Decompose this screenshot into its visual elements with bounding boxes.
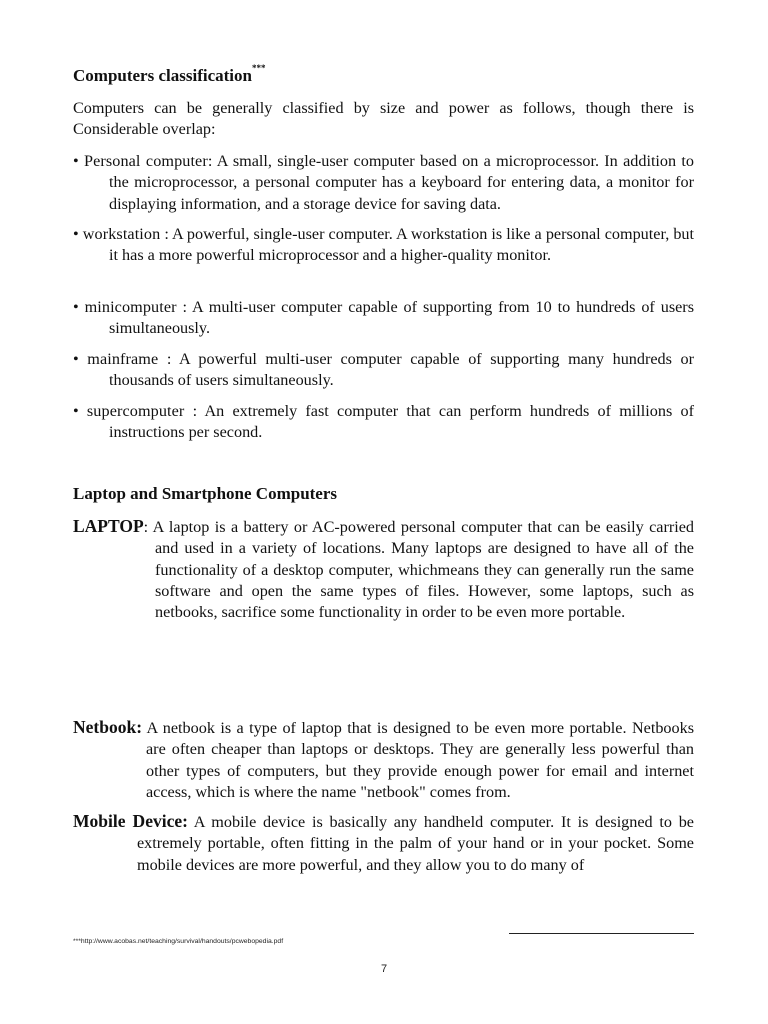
section-title-text: Computers classification [73,66,252,85]
bullet-text: : An extremely fast computer that can perform hundreds of millions of instructions per second. [109,402,694,442]
section-title [73,63,266,86]
footnote-marker: *** [251,63,266,73]
footnote-link[interactable]: ***http://www.acobas.net/teaching/survival/handouts/pcwebopedia.pdf [73,938,284,945]
bullet-symbol: • [73,152,79,170]
bullet-text: : A powerful multi-user computer capable of supporting many hundreds or thousands of users simultaneously. [109,350,695,390]
bullet-term: mainframe [87,350,159,368]
intro-paragraph: Computers can be generally classified by size and power as follows, though there is Considerable overlap: [73,99,694,139]
bullet-text: : A small, single-user computer based on a microprocessor. In addition to the microprocessor, a personal computer has a keyboard for entering data, a monitor for displaying information, and a storage device for saving data. [109,152,695,213]
bullet-text: : A multi-user computer capable of supporting from 10 to hundreds of users simultaneously. [109,298,694,338]
definition-text: A netbook is a type of laptop that is designed to be even more portable. Netbooks are often cheaper than laptops or desktops. They are generally less powerful than other types of computers, but they provide enough power for email and internet access, which is where the name "netbook" comes from. [142,719,694,801]
section-heading: Laptop and Smartphone Computers [73,484,338,503]
bullet-symbol: • [73,350,79,368]
netbook-definition [73,717,694,803]
footnote-divider [509,933,694,934]
bullet-minicomputer [73,297,694,340]
mobile-device-definition [73,811,694,876]
page-number: 7 [380,963,388,975]
bullet-symbol: • [73,402,79,420]
bullet-term: supercomputer [86,402,185,420]
definition-label: Netbook: [73,717,143,737]
bullet-term: Personal computer [83,152,208,170]
definition-text: : A laptop is a battery or AC-powered personal computer that can be easily carried and used in a variety of locations. Many laptops are designed to have all of the functionality of a desktop computer, whichmeans they can generally run the same software and open the same types of files. However, some laptops, such as netbooks, sacrifice some functionality in order to be even more portable. [143,518,694,622]
bullet-term: minicomputer [84,298,177,316]
bullet-workstation [73,224,694,267]
bullet-mainframe [73,349,694,392]
bullet-symbol: • [73,225,79,243]
definition-label: Mobile Device: [73,811,188,831]
bullet-term: workstation [82,225,161,243]
definition-text: A mobile device is basically any handheld computer. It is designed to be extremely portable, often fitting in the palm of your hand or in your pocket. Some mobile devices are more powerful, and they allow you to do many of [137,813,694,874]
laptop-definition [73,516,694,623]
bullet-supercomputer [73,401,694,444]
bullet-text: : A powerful, single-user computer. A workstation is like a personal computer, but it has a more powerful microprocessor and a higher-quality monitor. [109,225,694,265]
definition-label: LAPTOP [73,516,144,536]
bullet-personal-computer [73,151,694,215]
bullet-symbol: • [73,298,79,316]
